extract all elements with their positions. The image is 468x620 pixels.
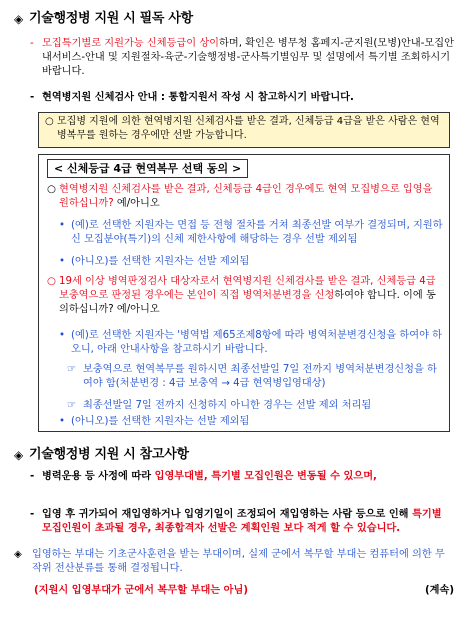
circle-bullet-icon: ○ [47, 276, 56, 287]
bullet-red-text: 모집특기별로 지원가능 신체등급이 상이 [42, 38, 220, 49]
section-title-text: 기술행정병 지원 시 참고사항 [28, 447, 189, 462]
circle-bullet-icon: ○ [47, 184, 56, 195]
dot-bullet-icon: • [59, 330, 66, 341]
final-note-text: 입영하는 부대는 기초군사훈련을 받는 부대이며, 실제 군에서 복무할 부대는 컴퓨터에 의한 무작위 전산분류를 통해 결정됩니다. [32, 549, 445, 575]
section-title-required-reading [14, 10, 193, 28]
note-text: 보충역으로 현역복무를 원하시면 최종선발일 7일 전까지 병역처분변경신청을 하여야 함(처분변경 : 4급 보충역 → 4급 현역병입영대상) [83, 364, 437, 390]
note-text: (아니오)를 선택한 지원자는 선발 제외됨 [71, 256, 250, 267]
dot-bullet-icon: • [59, 256, 66, 267]
consent-q2-no-note [59, 415, 445, 429]
consent-q2-yes-note [59, 329, 445, 357]
pointing-hand-icon: ☞ [67, 400, 77, 411]
bullet-text: 현역병지원 신체검사 안내 : 통합지원서 작성 시 참고하시기 바랍니다. [42, 92, 354, 103]
dot-bullet-icon: • [59, 220, 66, 231]
continued-label: (계속) [425, 585, 454, 596]
consent-question-2 [47, 275, 445, 317]
dash-marker: - [30, 92, 35, 103]
consent-q2-reference-1 [67, 363, 445, 391]
dash-marker: - [30, 471, 35, 482]
bullet-text [42, 37, 454, 79]
notice-box [38, 112, 450, 148]
dash-marker: - [30, 38, 34, 49]
note-text: (예)로 선택한 지원자는 '병역법 제65조제8항에 따라 병역처분변경신청을 하여야 하오니, 아래 안내사항을 참고하시기 바랍니다. [71, 330, 443, 356]
final-red-note: (지원시 입영부대가 군에서 복무할 부대는 아님) [34, 585, 249, 596]
reference-black-text: 병력운용 등 사정에 따라 [42, 471, 155, 482]
diamond-bullet-icon: ◈ [14, 549, 22, 560]
pointing-hand-icon: ☞ [67, 364, 77, 375]
question-answer-options: 예/아니오 [113, 198, 160, 210]
note-text: 최종선발일 7일 전까지 신청하지 아니한 경우는 선발 제외 처리됨 [83, 400, 372, 411]
question-red-text: 19세 이상 병역판정검사 대상자로서 현역병지원 신체검사를 받은 결과, 신체등급 4급 보충역으로 판정된 경우에는 본인이 직접 병역처분변경을 신청 [59, 276, 436, 302]
final-footer-row [34, 584, 454, 598]
question-red-text: 현역병지원 신체검사를 받은 결과, 신체등급 4급인 경우에도 현역 모집병으로 입영을 원하십니까? [59, 184, 433, 210]
section-title-text: 기술행정병 지원 시 필독 사항 [28, 11, 193, 26]
bullet-black-text: 하며, 확인은 병무청 홈페지-군지원(모병)안내-모집안내서비스-안내 및 지원절차-육군-기술행정병-군사특기별임무 및 설명에서 특기별 조회하시기 바랍니다. [42, 38, 454, 78]
reference-red-text: 특기별 모집인원이 초과될 경우, 최종합격자 선발은 계획인원 보다 적게 할 수 있습니다. [42, 509, 442, 535]
consent-q1-yes-note [59, 219, 445, 247]
diamond-bullet-icon: ◈ [14, 447, 23, 462]
reference-item-2 [30, 508, 454, 536]
note-text: (아니오)를 선택한 지원자는 선발 제외됨 [71, 416, 250, 427]
reference-red-text: 입영부대별, 특기별 모집인원은 변동될 수 있으며, [154, 471, 377, 482]
dash-marker: - [30, 509, 35, 520]
diamond-bullet-icon: ◈ [14, 11, 23, 26]
question-black-text: 하여야 합니다. 이에 동의하십니까? 예/아니오 [59, 290, 436, 316]
consent-q1-no-note [59, 255, 445, 269]
notice-text: 모집병 지원에 의한 현역병지원 신체검사를 받은 결과, 신체등급 4급을 받은 사람은 현역병복무를 원하는 경우에만 선발 가능합니다. [57, 116, 440, 142]
circle-bullet-icon: ○ [45, 116, 54, 127]
bullet-physical-exam-guide [30, 91, 454, 105]
consent-title: < 신체등급 4급 현역복무 선택 동의 > [47, 159, 248, 178]
note-text: (예)로 선택한 지원자는 면접 등 전형 절차를 거쳐 최종선발 여부가 결정되며, 지원하신 모집분야(특기)의 신체 제한사항에 해당하는 경우 선발 제외됨 [71, 220, 443, 246]
bullet-physical-grade [30, 37, 454, 79]
section-title-reference [14, 446, 189, 464]
consent-box [38, 154, 450, 432]
final-note [14, 548, 454, 576]
reference-item-1 [30, 470, 454, 484]
dot-bullet-icon: • [59, 416, 66, 427]
consent-q2-reference-2 [67, 399, 445, 413]
reference-black-text: 입영 후 귀가되어 재입영하거나 입영기일이 조정되어 재입영하는 사람 등으로 인해 [42, 509, 413, 520]
consent-question-1 [47, 183, 445, 211]
